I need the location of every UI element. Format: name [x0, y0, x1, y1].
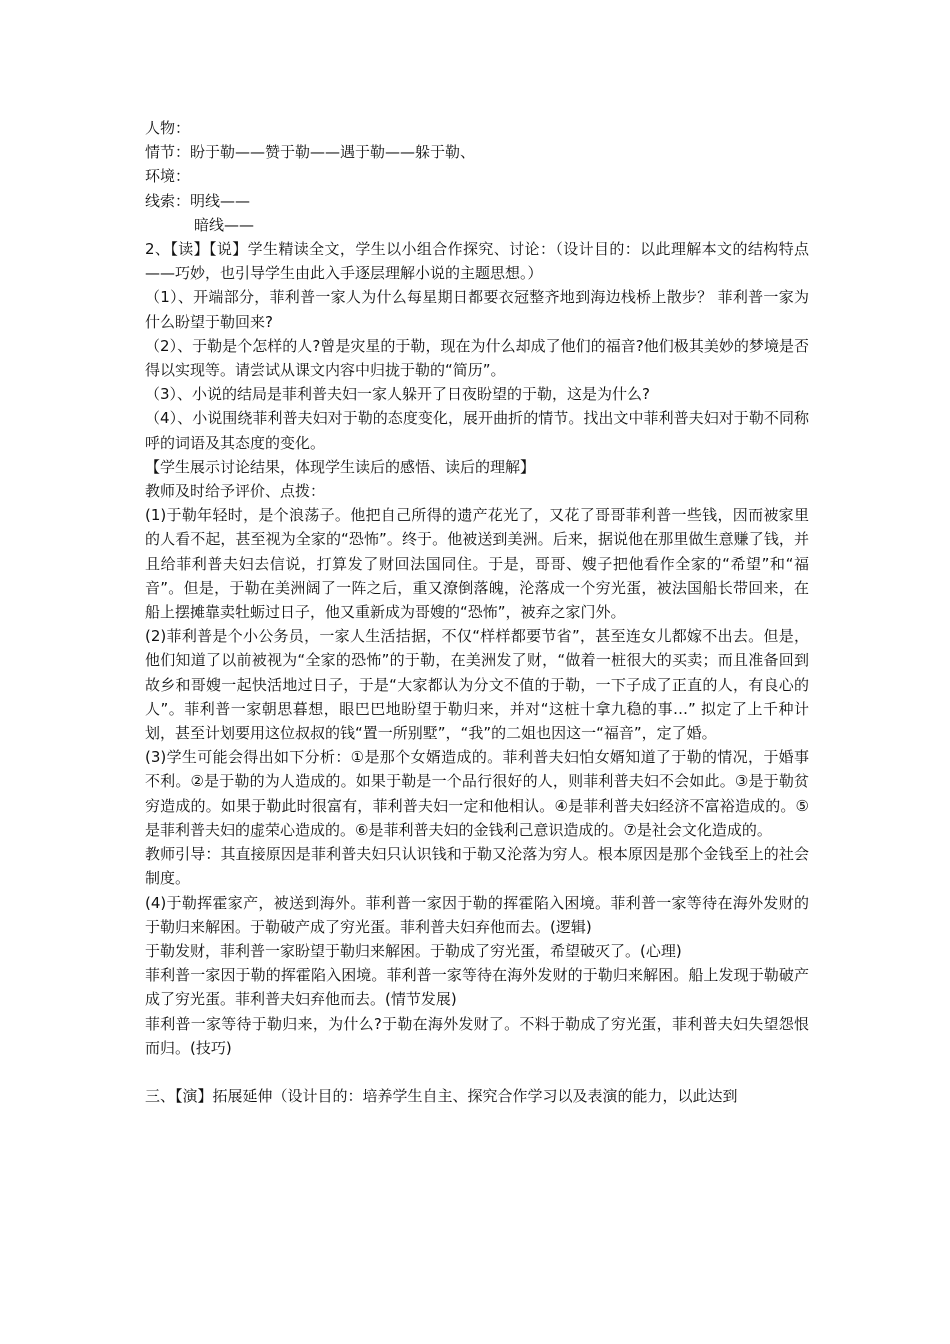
- answer-4-logic: (4)于勒挥霍家产，被送到海外。菲利普一家因于勒的挥霍陷入困境。菲利普一家等待在海外发财的于勒归来解困。于勒破产成了穷光蛋。菲利普夫妇弃他而去。(逻辑): [145, 893, 809, 936]
- teacher-guide: 教师引导：其直接原因是菲利普夫妇只认识钱和于勒又沦落为穷人。根本原因是那个金钱至上的社会制度。: [145, 845, 809, 888]
- line-setting: 环境：: [145, 167, 191, 186]
- question-3: （3）、小说的结局是菲利普夫妇一家人躲开了日夜盼望的于勒，这是为什么?: [145, 385, 651, 404]
- line-clue-main: 线索：明线——: [145, 191, 251, 210]
- document-page: [145, 116, 809, 1108]
- answer-4-plot: 菲利普一家因于勒的挥霍陷入困境。菲利普一家等待在海外发财的于勒归来解困。船上发现于勒破产成了穷光蛋。菲利普夫妇弃他而去。(情节发展): [145, 966, 809, 1009]
- blank-line: [145, 1060, 809, 1084]
- answer-1: (1)于勒年轻时，是个浪荡子。他把自己所得的遗产花光了，又花了哥哥菲利普一些钱，因而被家里的人看不起，甚至视为全家的“恐怖”。终于。他被送到美洲。后来，据说他在那里做生意赚了钱，并且给菲利普夫妇去信说，打算发了财回法国同住。于是，哥哥、嫂子把他看作全家的“希望”和“福音”。但是，于勒在美洲阔了一阵之后，重又潦倒落魄，沦落成一个穷光蛋，被法国船长带回来，在船上摆摊靠卖牡蛎过日子，他又重新成为哥嫂的“恐怖”，被弃之家门外。: [145, 506, 809, 622]
- question-4: （4）、小说围绕菲利普夫妇对于勒的态度变化，展开曲折的情节。找出文中菲利普夫妇对于勒不同称呼的词语及其态度的变化。: [145, 409, 809, 452]
- line-clue-hidden: 暗线——: [194, 215, 255, 234]
- teacher-comment-heading: 教师及时给予评价、点拨：: [145, 482, 326, 501]
- question-1: （1）、开端部分，菲利普一家人为什么每星期日都要衣冠整齐地到海边栈桥上散步？ 菲利普一家为什么盼望于勒回来?: [145, 288, 809, 331]
- answer-4-psychology: 于勒发财，菲利普一家盼望于勒归来解困。于勒成了穷光蛋，希望破灭了。(心理): [145, 941, 682, 960]
- line-plot: 情节：盼于勒——赞于勒——遇于勒——躲于勒、: [145, 143, 476, 162]
- line-characters: 人物：: [145, 119, 191, 137]
- question-2: （2）、于勒是个怎样的人?曾是灾星的于勒，现在为什么却成了他们的福音?他们极其美妙的梦境是否得以实现等。请尝试从课文内容中归拢于勒的“简历”。: [145, 336, 809, 380]
- answer-4-technique: 菲利普一家等待于勒归来，为什么?于勒在海外发财了。不料于勒成了穷光蛋，菲利普夫妇失望怨恨而归。(技巧): [145, 1014, 809, 1057]
- section2-intro: 2、【读】【说】学生精读全文，学生以小组合作探究、讨论：（设计目的：以此理解本文的结构特点——巧妙，也引导学生由此入手逐层理解小说的主题思想。）: [145, 240, 809, 283]
- answer-3: (3)学生可能会得出如下分析：①是那个女婿造成的。菲利普夫妇怕女婿知道了于勒的情况，于婚事不利。②是于勒的为人造成的。如果于勒是一个品行很好的人，则菲利普夫妇不会如此。③是于勒贫穷造成的。如果于勒此时很富有，菲利普夫妇一定和他相认。④是菲利普夫妇经济不富裕造成的。⑤是菲利普夫妇的虚荣心造成的。⑥是菲利普夫妇的金钱利己意识造成的。⑦是社会文化造成的。: [145, 748, 809, 839]
- answer-2: (2)菲利普是个小公务员，一家人生活拮据，不仅“样样都要节省”，甚至连女儿都嫁不出去。但是，他们知道了以前被视为“全家的恐怖”的于勒，在美洲发了财，“做着一桩很大的买卖；而且准备回到故乡和哥嫂一起快活地过日子，于是“大家都认为分文不值的于勒，一下子成了正直的人，有良心的人”。菲利普一家朝思暮想，眼巴巴地盼望于勒归来，并对“这桩十拿九稳的事…” 拟定了上千种计划，甚至计划要用这位叔叔的钱“置一所别墅”，“我”的二姐也因这一“福音”，定了婚。: [145, 627, 809, 743]
- section3-heading: 三、【演】拓展延伸（设计目的：培养学生自主、探究合作学习以及表演的能力，以此达到: [145, 1086, 738, 1105]
- student-show-heading: 【学生展示讨论结果，体现学生读后的感悟、读后的理解】: [145, 457, 536, 476]
